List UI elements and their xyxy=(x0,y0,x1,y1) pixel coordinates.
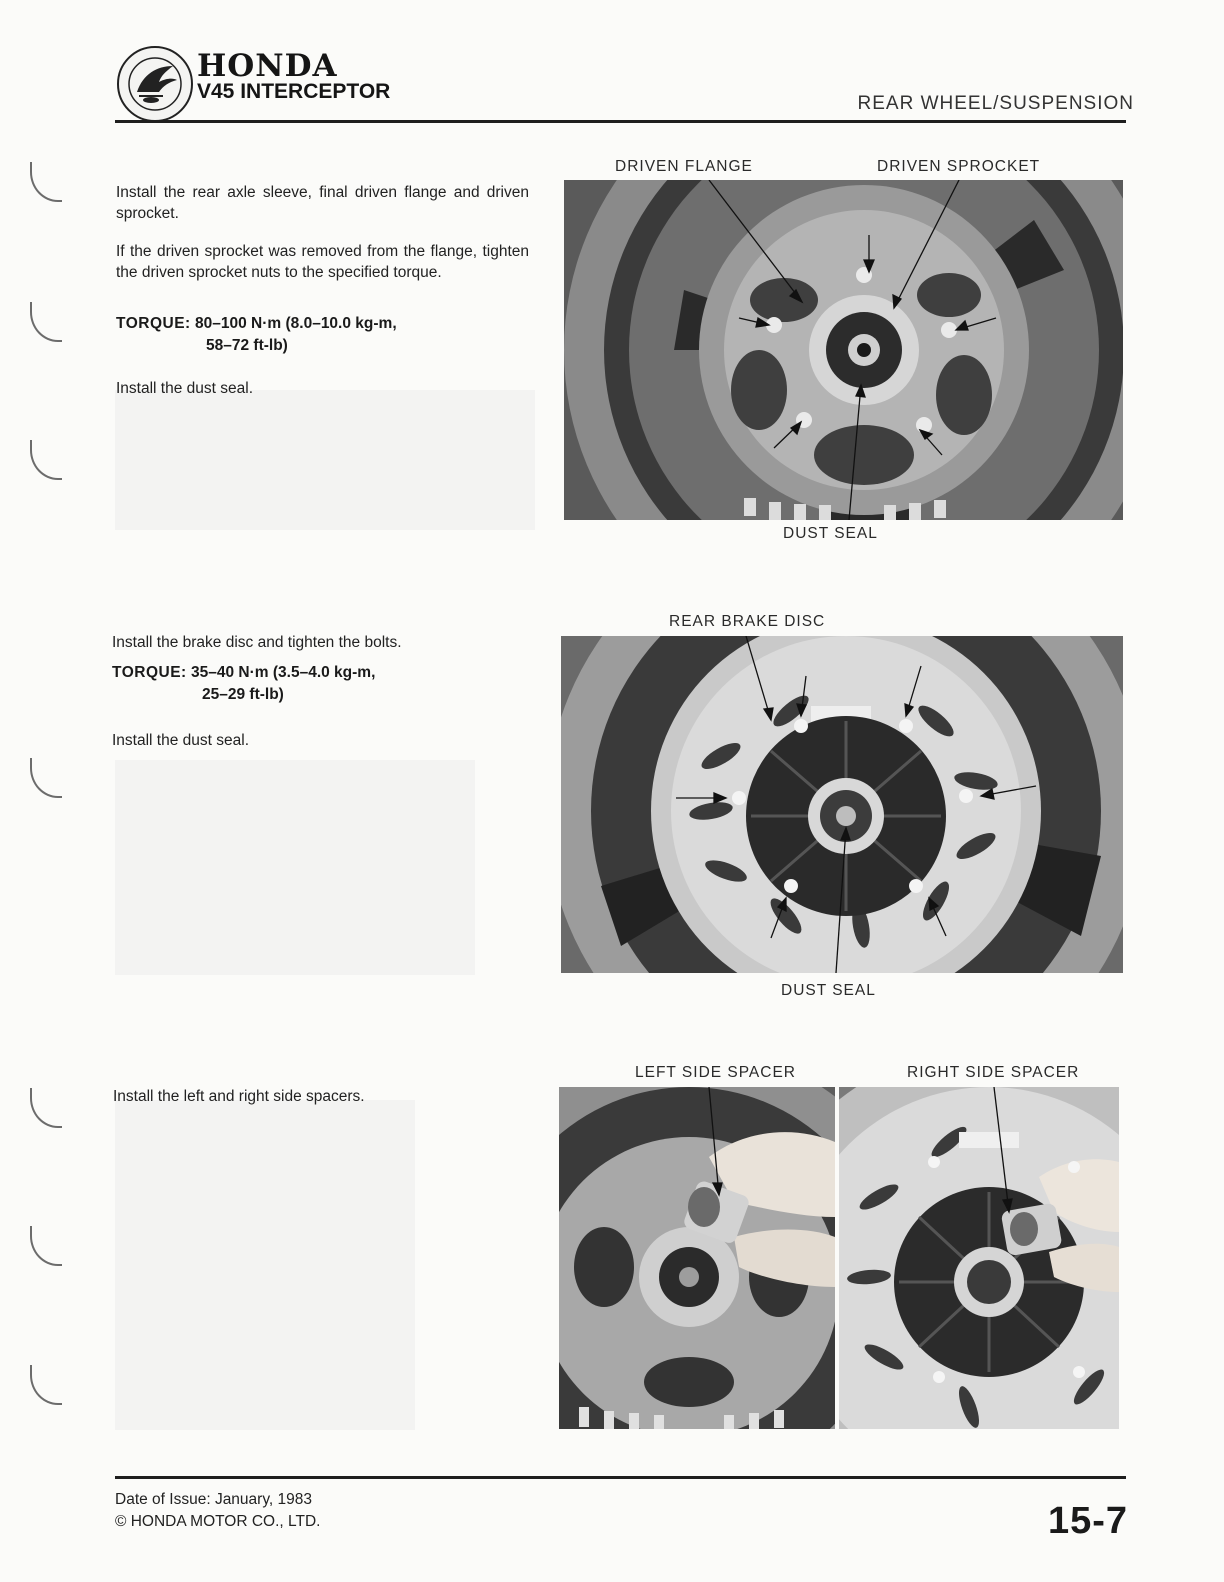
binder-hole-mark xyxy=(30,758,62,798)
photo-right-side-spacer xyxy=(839,1087,1119,1429)
photo-driven-sprocket xyxy=(564,180,1123,520)
step2-after: Install the dust seal. xyxy=(112,732,249,749)
bleed-through-shade xyxy=(115,390,535,530)
binder-hole-mark xyxy=(30,440,62,480)
step2-paragraph: Install the brake disc and tighten the bolts. xyxy=(112,634,402,651)
binder-hole-mark xyxy=(30,1226,62,1266)
binder-hole-mark xyxy=(30,1088,62,1128)
label-driven-sprocket: DRIVEN SPROCKET xyxy=(877,158,1041,175)
section-title: REAR WHEEL/SUSPENSION xyxy=(857,93,1134,114)
photo-rear-brake-disc xyxy=(561,636,1123,973)
label-left-side-spacer: LEFT SIDE SPACER xyxy=(635,1064,796,1081)
brand-name: HONDA xyxy=(197,48,338,84)
binder-hole-mark xyxy=(30,1365,62,1405)
bleed-through-shade xyxy=(115,1100,415,1430)
issue-date: Date of Issue: January, 1983 xyxy=(115,1491,313,1508)
copyright: © HONDA MOTOR CO., LTD. xyxy=(115,1513,321,1530)
binder-hole-mark xyxy=(30,162,62,202)
honda-wing-logo xyxy=(117,46,193,122)
step3-paragraph: Install the left and right side spacers. xyxy=(113,1088,365,1105)
label-right-side-spacer: RIGHT SIDE SPACER xyxy=(907,1064,1080,1081)
label-rear-brake-disc: REAR BRAKE DISC xyxy=(669,613,826,630)
label-dust-seal-1: DUST SEAL xyxy=(783,525,878,542)
step1-after: Install the dust seal. xyxy=(116,380,253,397)
torque-value-line2: 25–29 ft-lb) xyxy=(202,686,284,703)
wing-icon xyxy=(123,52,187,116)
label-driven-flange: DRIVEN FLANGE xyxy=(615,158,753,175)
step1-paragraph-2: If the driven sprocket was removed from the flange, tighten the driven sprocket nuts to the specified torque. xyxy=(116,243,529,281)
binder-hole-mark xyxy=(30,302,62,342)
torque-label: TORQUE: xyxy=(116,315,191,332)
torque-label: TORQUE: xyxy=(112,664,187,681)
step1-torque-spec xyxy=(116,313,536,357)
page-number: 15-7 xyxy=(1047,1500,1128,1542)
bleed-through-shade xyxy=(115,760,475,975)
label-dust-seal-2: DUST SEAL xyxy=(781,982,876,999)
torque-value-line1: 35–40 N·m (3.5–4.0 kg-m, xyxy=(191,664,376,681)
photo-left-side-spacer xyxy=(559,1087,835,1429)
footer-rule xyxy=(115,1476,1126,1479)
torque-value-line1: 80–100 N·m (8.0–10.0 kg-m, xyxy=(195,315,397,332)
step2-torque-spec xyxy=(112,662,532,706)
header-rule xyxy=(115,120,1126,123)
step1-paragraph-1: Install the rear axle sleeve, final driven flange and driven sprocket. xyxy=(116,184,529,222)
torque-value-line2: 58–72 ft-lb) xyxy=(206,337,288,354)
model-name: V45 INTERCEPTOR xyxy=(197,80,391,103)
